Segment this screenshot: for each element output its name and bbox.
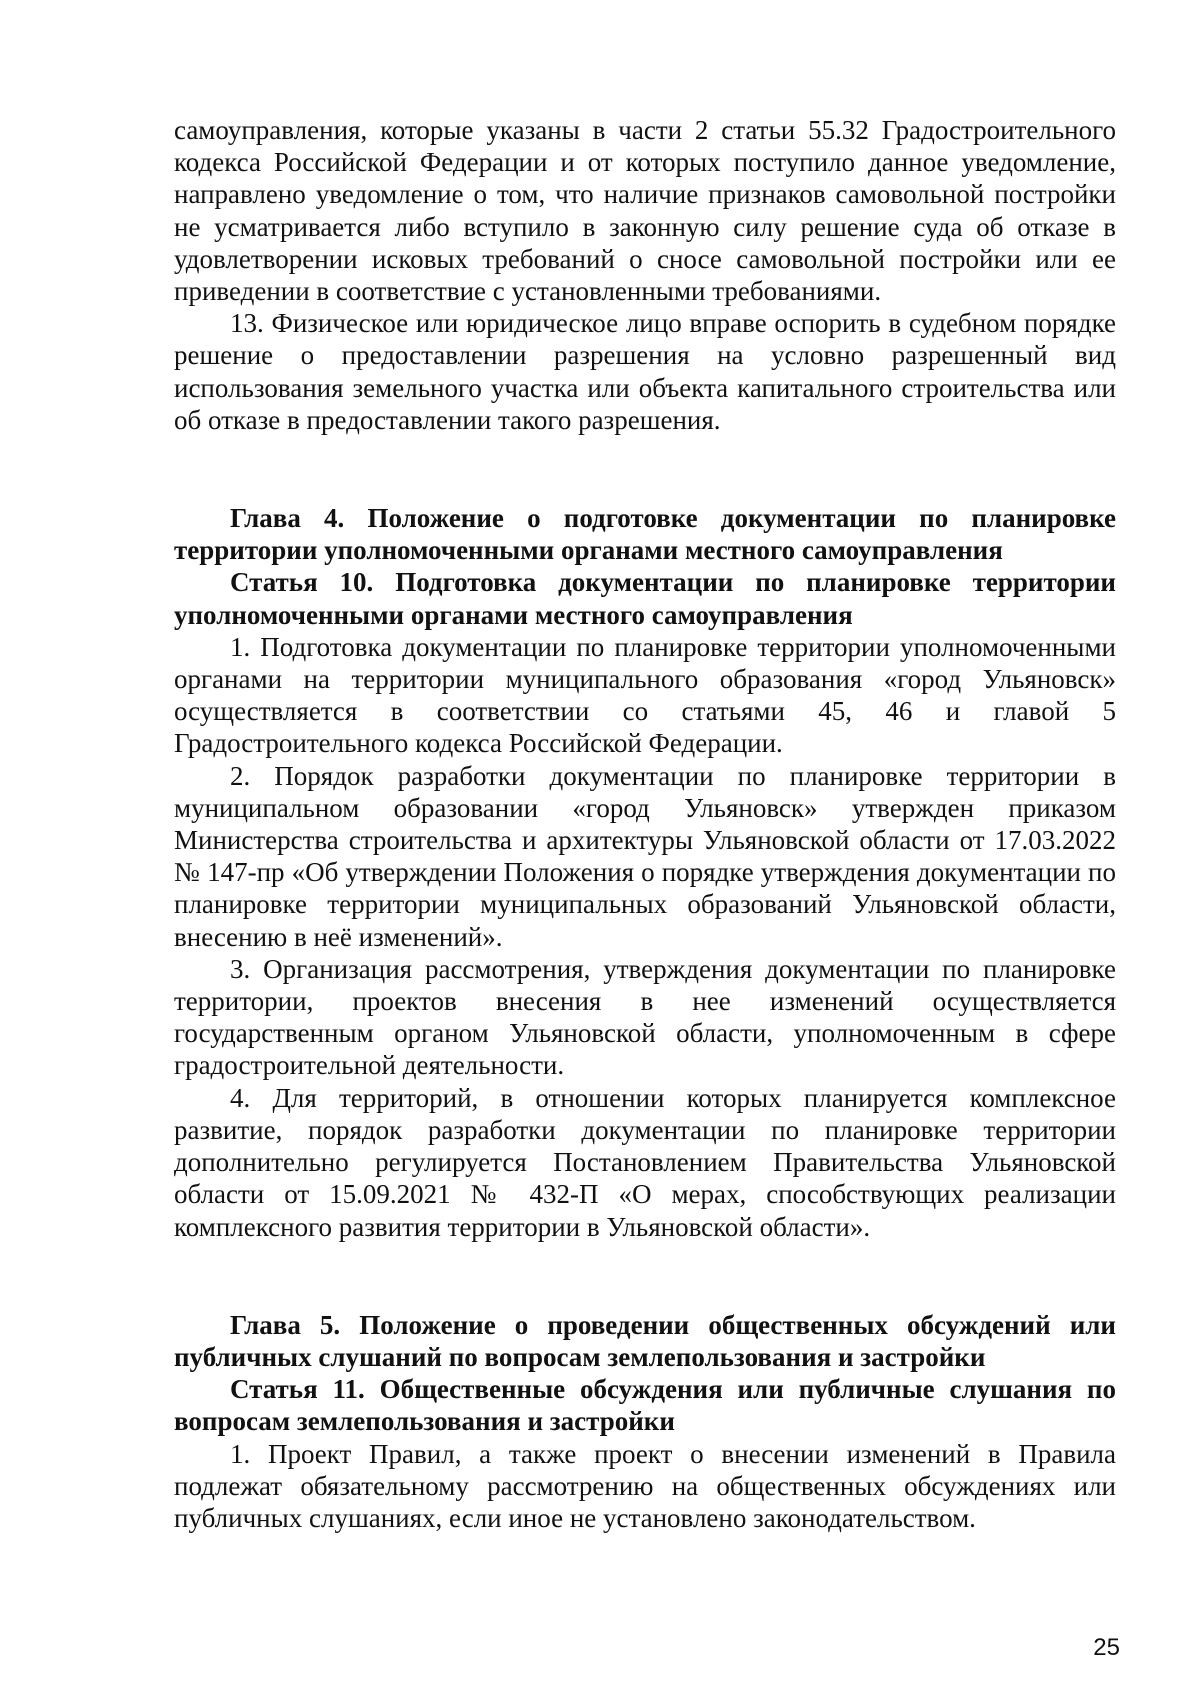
- page-number: 25: [1093, 1634, 1120, 1661]
- page-content: [174, 114, 1116, 1534]
- section-gap: [174, 436, 1116, 502]
- chapter-4-title: Глава 4. Положение о подготовке документации по планировке территории уполномоченными органами местного самоуправления: [174, 503, 1116, 566]
- paragraph-item-13: 13. Физическое или юридическое лицо вправе оспорить в судебном порядке решение о предоставлении разрешения на условно разрешенный вид использования земельного участка или объекта капитального строительства или об отказе в предоставлении такого разрешения.: [174, 308, 1116, 435]
- article-11-item-1: 1. Проект Правил, а также проект о внесении изменений в Правила подлежат обязательному рассмотрению на общественных обсуждениях или публичных слушаниях, если иное не установлено законодательством.: [174, 1438, 1116, 1533]
- section-gap: [174, 1243, 1116, 1309]
- article-10-item-4: 4. Для территорий, в отношении которых планируется комплексное развитие, порядок разработки документации по планировке территории дополнительно регулируется Постановлением Правительства Ульяновской области от 15.09.2021 № 432-П «О мерах, способствующих реализации комплексного развития территории в Ульяновской области».: [174, 1082, 1116, 1242]
- article-10-item-3: 3. Организация рассмотрения, утверждения документации по планировке территории, проектов внесения в нее изменений осуществляется государственным органом Ульяновской области, уполномоченным в сфере градостроительной деятельности.: [174, 953, 1116, 1081]
- article-10-item-1: 1. Подготовка документации по планировке территории уполномоченными органами на территории муниципального образования «город Ульяновск» осуществляется в соответствии со статьями 45, 46 и главой 5 Градостроительного кодекса Российской Федерации.: [174, 631, 1116, 759]
- article-10-title: Статья 10. Подготовка документации по планировке территории уполномоченными органами местного самоуправления: [174, 567, 1116, 630]
- paragraph-continuation: самоуправления, которые указаны в части 2 статьи 55.32 Градостроительного кодекса Российской Федерации и от которых поступило данное уведомление, направлено уведомление о том, что наличие признаков самовольной постройки не усматривается либо вступило в законную силу решение суда об отказе в удовлетворении исковых требований о сносе самовольной постройки или ее приведении в соответствие с установленными требованиями.: [174, 115, 1116, 307]
- article-10-item-2: 2. Порядок разработки документации по планировке территории в муниципальном образовании «город Ульяновск» утвержден приказом Министерства строительства и архитектуры Ульяновской области от 17.03.2022 № 147-пр «Об утверждении Положения о порядке утверждения документации по планировке территории муниципальных образований Ульяновской области, внесению в неё изменений».: [174, 760, 1116, 952]
- chapter-5-title: Глава 5. Положение о проведении общественных обсуждений или публичных слушаний по вопросам землепользования и застройки: [174, 1309, 1116, 1372]
- article-11-title: Статья 11. Общественные обсуждения или публичные слушания по вопросам землепользования и застройки: [174, 1374, 1116, 1437]
